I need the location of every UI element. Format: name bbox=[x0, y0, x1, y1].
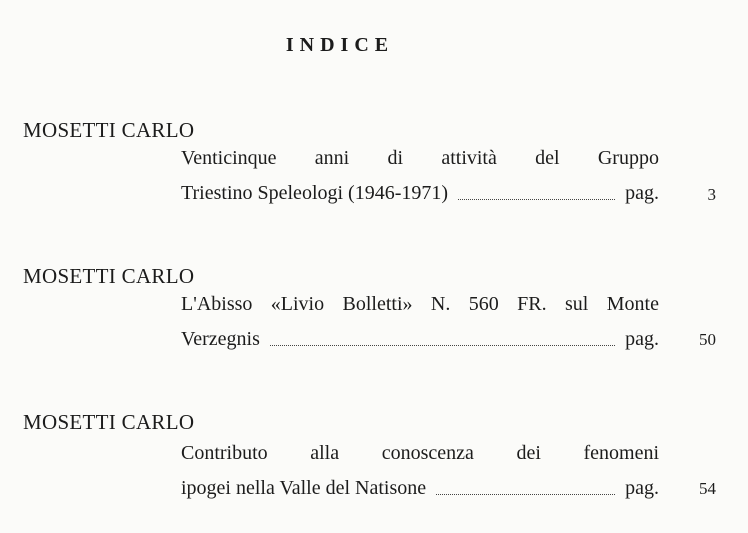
title-word: «Livio bbox=[270, 293, 325, 315]
pag-label: pag. bbox=[625, 182, 659, 204]
title-word: Gruppo bbox=[597, 147, 659, 169]
title-word: fenomeni bbox=[583, 442, 659, 464]
index-title: INDICE bbox=[285, 34, 395, 56]
entry-title-end: Triestino Speleologi (1946-1971) bbox=[181, 182, 449, 204]
entry-title-end: ipogei nella Valle del Natisone bbox=[181, 477, 427, 499]
entry-title-end: Verzegnis bbox=[181, 328, 260, 350]
page-number: 50 bbox=[699, 330, 716, 349]
title-word: anni bbox=[314, 147, 350, 169]
title-word: di bbox=[387, 147, 404, 169]
entry-title-line-2 bbox=[181, 328, 659, 351]
entry-author: MOSETTI CARLO bbox=[23, 264, 195, 288]
title-word: del bbox=[535, 147, 560, 169]
title-word: 560 bbox=[468, 293, 499, 315]
title-word: Monte bbox=[606, 293, 659, 315]
title-word: N. bbox=[430, 293, 451, 315]
title-word: FR. bbox=[517, 293, 547, 315]
title-word: conoscenza bbox=[381, 442, 474, 464]
page-number: 54 bbox=[699, 479, 716, 498]
title-word: alla bbox=[310, 442, 340, 464]
pag-label: pag. bbox=[625, 477, 659, 499]
dot-leader bbox=[436, 494, 615, 495]
dot-leader bbox=[270, 345, 615, 346]
entry-author: MOSETTI CARLO bbox=[23, 410, 195, 434]
entry-title-line-1 bbox=[181, 442, 659, 465]
pag-label: pag. bbox=[625, 328, 659, 350]
title-word: L'Abisso bbox=[181, 293, 253, 315]
entry-title-line-1 bbox=[181, 147, 659, 170]
title-word: Contributo bbox=[181, 442, 268, 464]
entry-title-line-2 bbox=[181, 477, 659, 500]
entry-title-line-1 bbox=[181, 293, 659, 316]
entry-author: MOSETTI CARLO bbox=[23, 118, 195, 142]
title-word: Bolletti» bbox=[342, 293, 413, 315]
title-word: attività bbox=[441, 147, 497, 169]
title-word: dei bbox=[516, 442, 541, 464]
page-number: 3 bbox=[707, 185, 716, 204]
entry-title-line-2 bbox=[181, 182, 659, 205]
dot-leader bbox=[458, 199, 615, 200]
title-word: Venticinque bbox=[181, 147, 277, 169]
title-word: sul bbox=[565, 293, 589, 315]
